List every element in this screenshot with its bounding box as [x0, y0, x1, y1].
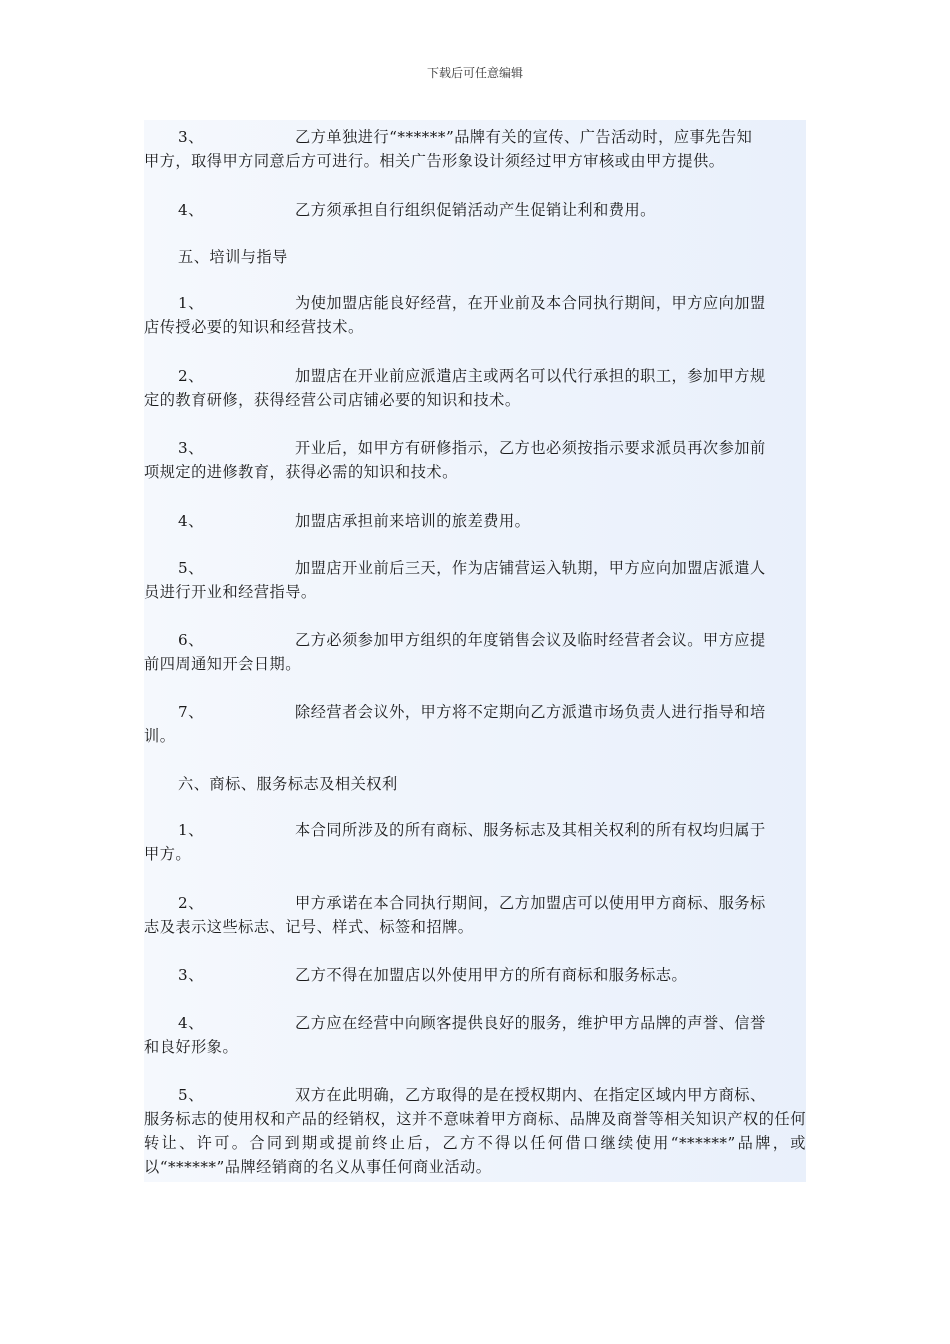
clause-text-line1: 加盟店在开业前应派遣店主或两名可以代行承担的职工，参加甲方规 [295, 367, 766, 385]
section-heading-trademark: 六、商标、服务标志及相关权利 [178, 775, 398, 793]
clause-number: 4、 [178, 201, 204, 219]
clause-item [144, 509, 806, 533]
clause-item [144, 364, 806, 412]
clause-text-rest: 甲方。 [144, 845, 192, 863]
clause-text-line1: 本合同所涉及的所有商标、服务标志及其相关权利的所有权均归属于 [295, 821, 766, 839]
clause-text-line1: 加盟店承担前来培训的旅差费用。 [295, 512, 531, 530]
clause-item [144, 891, 806, 939]
clause-item [144, 818, 806, 866]
clause-item [144, 700, 806, 748]
clause-text-rest: 服务标志的使用权和产品的经销权，这并不意味着甲方商标、品牌及商誉等相关知识产权的任何转让、许可。合同到期或提前终止后，乙方不得以任何借口继续使用“******”品牌，或以“******”品牌经销商的名义从事任何商业活动。 [144, 1110, 806, 1176]
clause-text-line1: 加盟店开业前后三天，作为店铺营运入轨期，甲方应向加盟店派遣人 [295, 559, 766, 577]
clause-text-line1: 乙方单独进行“******”品牌有关的宣传、广告活动时，应事先告知 [295, 128, 753, 146]
clause-number: 3、 [178, 128, 204, 146]
clause-item [144, 1011, 806, 1059]
clause-item [144, 125, 806, 173]
clause-number: 1、 [178, 821, 204, 839]
clause-number: 5、 [178, 1086, 204, 1104]
clause-number: 7、 [178, 703, 204, 721]
clause-text-line1: 开业后，如甲方有研修指示，乙方也必须按指示要求派员再次参加前 [295, 439, 766, 457]
clause-text-rest: 店传授必要的知识和经营技术。 [144, 318, 364, 336]
clause-number: 1、 [178, 294, 204, 312]
clause-item [144, 436, 806, 484]
clause-item [144, 198, 806, 222]
clause-text-line1: 为使加盟店能良好经营，在开业前及本合同执行期间，甲方应向加盟 [295, 294, 766, 312]
clause-item [144, 963, 806, 987]
clause-item [144, 1083, 806, 1179]
clause-text-line1: 甲方承诺在本合同执行期间，乙方加盟店可以使用甲方商标、服务标 [295, 894, 766, 912]
clause-text-rest: 前四周通知开会日期。 [144, 655, 301, 673]
clause-item [144, 291, 806, 339]
clause-text-rest: 定的教育研修，获得经营公司店铺必要的知识和技术。 [144, 391, 521, 409]
section-heading-training: 五、培训与指导 [178, 248, 288, 266]
clause-text-rest: 项规定的进修教育，获得必需的知识和技术。 [144, 463, 458, 481]
document-body [144, 120, 806, 1182]
clause-text-line1: 乙方必须参加甲方组织的年度销售会议及临时经营者会议。甲方应提 [295, 631, 766, 649]
clause-number: 6、 [178, 631, 204, 649]
download-watermark: 下载后可任意编辑 [426, 66, 523, 80]
clause-item [144, 556, 806, 604]
clause-text-rest: 员进行开业和经营指导。 [144, 583, 317, 601]
clause-text-line1: 乙方须承担自行组织促销活动产生促销让利和费用。 [295, 201, 656, 219]
clause-item [144, 628, 806, 676]
clause-number: 3、 [178, 966, 204, 984]
clause-text-line1: 双方在此明确，乙方取得的是在授权期内、在指定区域内甲方商标、 [295, 1086, 766, 1104]
clause-number: 3、 [178, 439, 204, 457]
clause-text-rest: 甲方，取得甲方同意后方可进行。相关广告形象设计须经过甲方审核或由甲方提供。 [144, 152, 725, 170]
clause-number: 2、 [178, 894, 204, 912]
clause-number: 4、 [178, 512, 204, 530]
clause-number: 5、 [178, 559, 204, 577]
clause-text-rest: 和良好形象。 [144, 1038, 239, 1056]
clause-text-rest: 志及表示这些标志、记号、样式、标签和招牌。 [144, 918, 474, 936]
clause-text-rest: 训。 [144, 727, 176, 745]
clause-text-line1: 除经营者会议外，甲方将不定期向乙方派遣市场负责人进行指导和培 [295, 703, 766, 721]
clause-number: 2、 [178, 367, 204, 385]
clause-text-line1: 乙方不得在加盟店以外使用甲方的所有商标和服务标志。 [295, 966, 688, 984]
clause-text-line1: 乙方应在经营中向顾客提供良好的服务，维护甲方品牌的声誉、信誉 [295, 1014, 766, 1032]
clause-number: 4、 [178, 1014, 204, 1032]
